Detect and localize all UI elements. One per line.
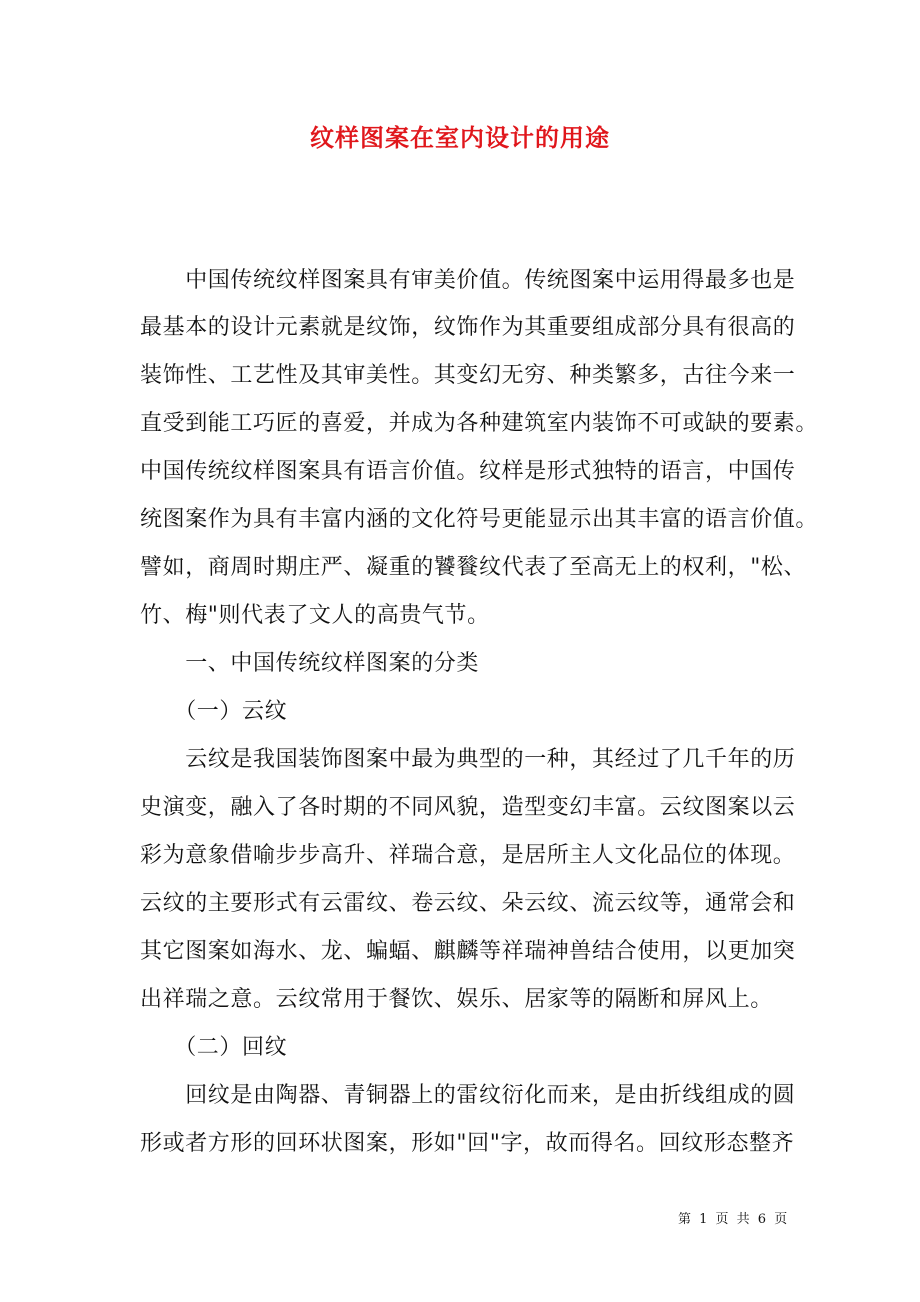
body-line: 装饰性、工艺性及其审美性。其变幻无穷、种类繁多，古往今来一 [140,363,796,388]
body-line: 形或者方形的回环状图案，形如"回"字，故而得名。回纹形态整齐 [140,1131,795,1156]
section-heading: 一、中国传统纹样图案的分类 [140,651,480,676]
body-line: 云纹是我国装饰图案中最为典型的一种，其经过了几千年的历 [140,747,796,772]
body-line: 中国传统纹样图案具有语言价值。纹样是形式独特的语言，中国传 [140,459,796,484]
subsection-heading: （一）云纹 [140,699,288,724]
page-number-footer: 第 1 页 共 6 页 [678,1212,790,1227]
body-line: 中国传统纹样图案具有审美价值。传统图案中运用得最多也是 [140,268,796,293]
body-line: 彩为意象借喻步步高升、祥瑞合意，是居所主人文化品位的体现。 [140,843,796,868]
body-line: 直受到能工巧匠的喜爱，并成为各种建筑室内装饰不可或缺的要素。 [140,411,819,436]
body-line: 云纹的主要形式有云雷纹、卷云纹、朵云纹、流云纹等，通常会和 [140,891,796,916]
document-title: 纹样图案在室内设计的用途 [310,123,610,152]
body-line: 其它图案如海水、龙、蝙蝠、麒麟等祥瑞神兽结合使用，以更加突 [140,939,796,964]
body-line: 回纹是由陶器、青铜器上的雷纹衍化而来，是由折线组成的圆 [140,1083,796,1108]
body-line: 史演变，融入了各时期的不同风貌，造型变幻丰富。云纹图案以云 [140,795,796,820]
body-line: 出祥瑞之意。云纹常用于餐饮、娱乐、居家等的隔断和屏风上。 [140,987,773,1012]
subsection-heading: （二）回纹 [140,1035,288,1060]
body-line: 譬如，商周时期庄严、凝重的饕餮纹代表了至高无上的权利，"松、 [140,555,807,580]
body-line: 统图案作为具有丰富内涵的文化符号更能显示出其丰富的语言价值。 [140,507,819,532]
body-line: 竹、梅"则代表了文人的高贵气节。 [140,603,490,628]
body-line: 最基本的设计元素就是纹饰，纹饰作为其重要组成部分具有很高的 [140,315,796,340]
